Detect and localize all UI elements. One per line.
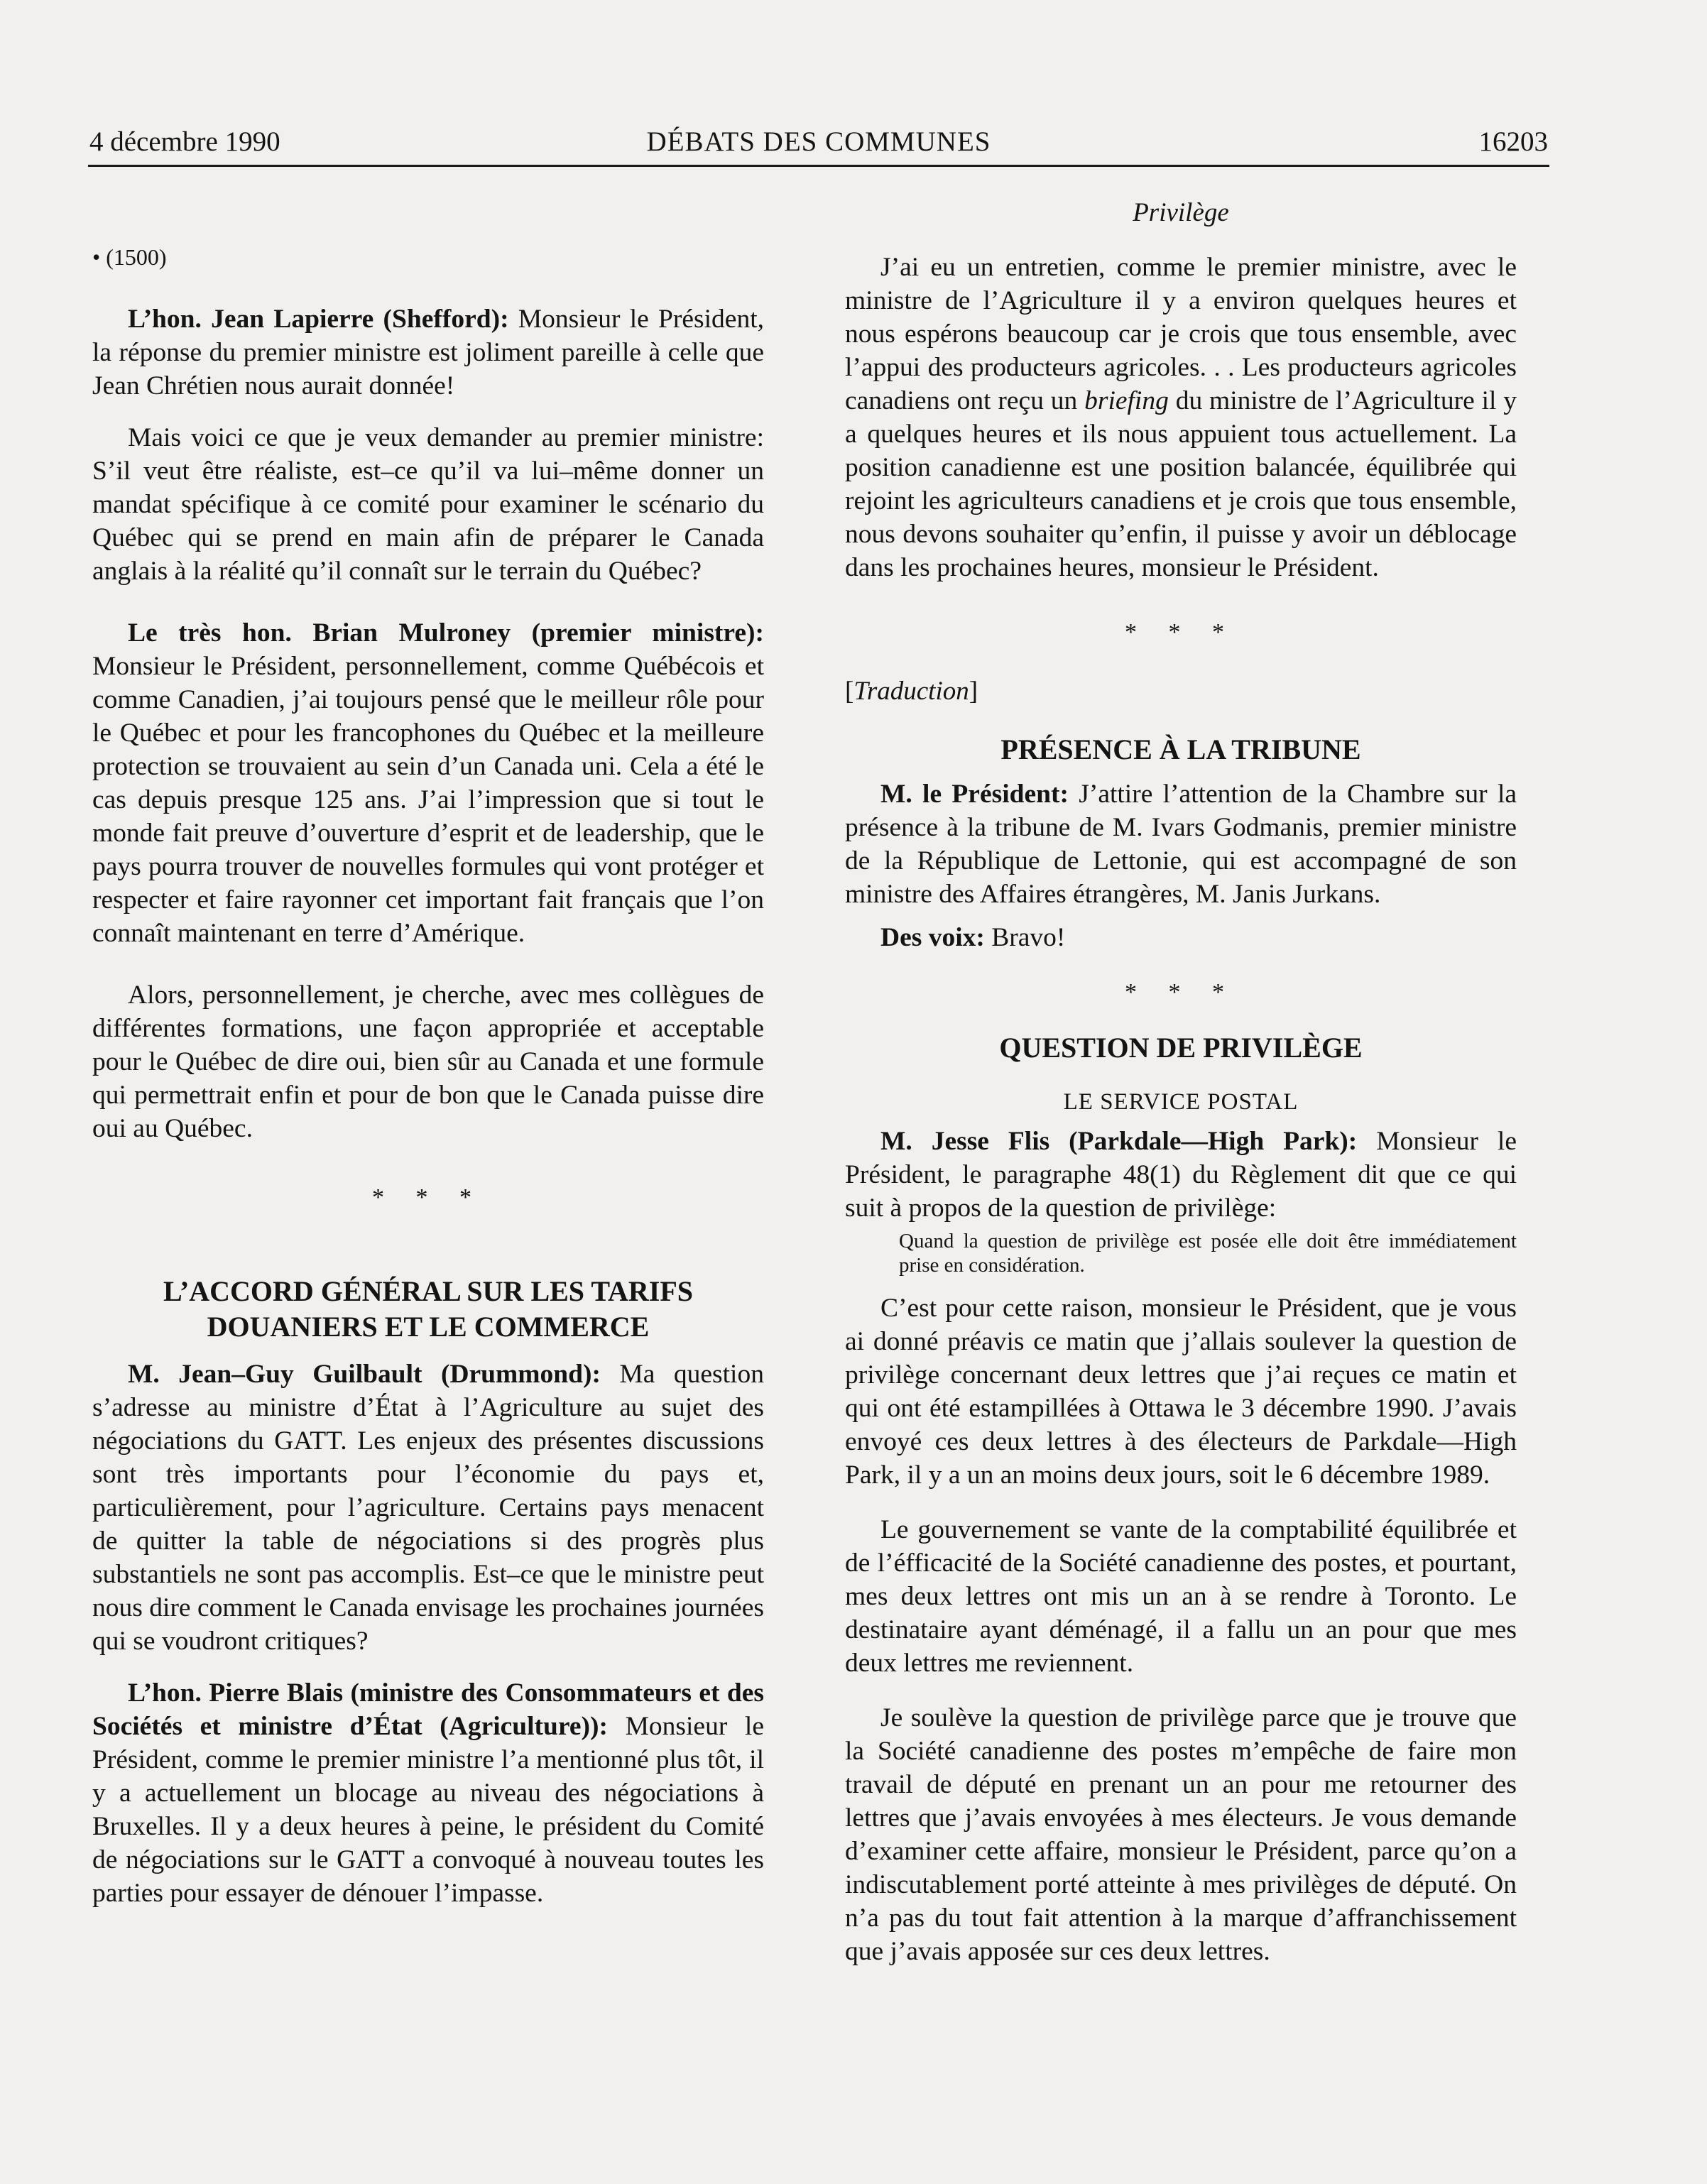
translation-word: Traduction (854, 677, 969, 706)
paragraph-text: Monsieur le Président, comme le premier ministre l’a mentionné plus tôt, il y a actuellement un blocage au niveau des négociations à Bruxelles. Il y a deux heures à peine, le président du Comité de négociations sur le GATT a convoqué à nouveau toutes les parties pour essayer de dénouer l’impasse. (92, 1712, 764, 1908)
paragraph-flis-government: Le gouvernement se vante de la comptabilité équilibrée et de l’éfficacité de la Société canadienne des postes, et pourtant, mes deux lettres ont mis un an à se rendre à Toronto. Le destinataire ayant déménagé, il a fallu un an pour que mes deux lettres me reviennent. (845, 1515, 1517, 1678)
paragraph-text: Monsieur le Président, le paragraphe 48(1) du Règlement dit que ce qui suit à propos de la question de privilège: (845, 1127, 1517, 1223)
speaker-name: Le très hon. Brian Mulroney (premier ministre): (128, 618, 764, 648)
paragraph-president (845, 777, 1517, 911)
paragraph-text: Monsieur le Président, personnellement, comme Québécois et comme Canadien, j’ai toujours pensé que le meilleur rôle pour le Québec et pour les francophones du Québec et la meilleure protection se trouvaient au sein d’un Canada uni. Cela a été le cas depuis presque 125 ans. J’ai l’impression que si tout le monde fait preuve d’ouverture d’esprit et de leadership, que le pays pourra trouver de nouvelles formules qui vont protéger et respecter et faire rayonner cet important fait français que l’on connaît maintenant en terre d’Amérique. (92, 652, 764, 948)
subheading-postal-service: LE SERVICE POSTAL (1063, 1089, 1299, 1115)
section-separator: * * * (372, 1184, 484, 1211)
paragraph-lapierre-question: Mais voici ce que je veux demander au premier ministre: S’il veut être réaliste, est–ce qu’il va lui–même donner un mandat spécifique à ce comité pour examiner le scénario du Québec qui se prend en main afin de préparer le Canada anglais à la réalité qu’il connaît sur le terrain du Québec? (92, 423, 764, 586)
paragraph-text: Ma question s’adresse au ministre d’État à l’Agriculture au sujet des négociations du GATT. Les enjeux des présentes discussions sont très importants pour l’économie du pays et, particulièrement, pour l’agriculture. Certains pays menacent de quitter la table de négociations si des progrès plus substantiels ne sont pas accomplis. Est–ce que le ministre peut nous dire comment le Canada envisage les prochaines journées qui se voudront critiques? (92, 1360, 764, 1656)
section-separator: * * * (1125, 619, 1237, 645)
header-date: 4 décembre 1990 (89, 126, 280, 157)
paragraph-blais-continued (845, 251, 1517, 584)
paragraph-lapierre (92, 302, 764, 403)
bracket-close: ] (969, 677, 978, 706)
section-heading-tribune: PRÉSENCE À LA TRIBUNE (1000, 733, 1361, 765)
paragraph-mulroney (92, 616, 764, 950)
paragraph-flis-letters: C’est pour cette raison, monsieur le Président, que je vous ai donné préavis ce matin que j’allais soulever la question de privilège concernant deux lettres que j’ai reçues ce matin et qui ont été estampillées à Ottawa le 3 décembre 1990. J’avais envoyé ces deux lettres à des électeurs de Parkdale—High Park, il y a un an moins deux jours, soit le 6 décembre 1989. (845, 1294, 1517, 1490)
section-label: Privilège (1133, 198, 1229, 227)
paragraph-text: Monsieur le Président, la réponse du premier ministre est joliment pareille à celle que Jean Chrétien nous aurait donnée! (92, 305, 764, 400)
translation-note (845, 675, 1517, 708)
speaker-name: L’hon. Pierre Blais (ministre des Consommateurs et des Sociétés et ministre d’État (Agriculture)): (92, 1678, 764, 1741)
italic-word: briefing (1084, 386, 1169, 415)
section-heading-gatt (92, 1274, 764, 1345)
section-heading-privilege: QUESTION DE PRIVILÈGE (999, 1032, 1363, 1064)
speaker-name: L’hon. Jean Lapierre (Shefford): (128, 305, 509, 334)
left-column (92, 186, 764, 1928)
paragraph-voices (845, 921, 1517, 954)
paragraph-blais (92, 1676, 764, 1910)
bracket-open: [ (845, 677, 854, 706)
section-separator: * * * (1125, 979, 1237, 1005)
paragraph-mulroney-continued: Alors, personnellement, je cherche, avec mes collègues de différentes formations, une façon appropriée et acceptable pour le Québec de dire oui, bien sûr au Canada et une formule qui permettrait enfin et pour de bon que le Canada puisse dire oui au Québec. (92, 981, 764, 1143)
paragraph-flis-privilege: Je soulève la question de privilège parce que je trouve que la Société canadienne des postes m’empêche de faire mon travail de député en prenant un an pour me retourner des lettres que j’avais envoyées à mes électeurs. Je vous demande d’examiner cette affaire, monsieur le Président, parce qu’on a indiscutablement porté atteinte à mes privilèges de député. On n’a pas du tout fait attention à la marque d’affranchissement que j’avais apposée sur ces deux lettres. (845, 1703, 1517, 1966)
paragraph-text: Bravo! (984, 923, 1066, 952)
paragraph-guilbault (92, 1358, 764, 1658)
speaker-name: M. Jesse Flis (Parkdale—High Park): (880, 1127, 1358, 1156)
time-marker: • (1500) (92, 244, 167, 270)
paragraph-text: J’ai eu un entretien, comme le premier ministre, avec le ministre de l’Agriculture il y a environ quelques heures et nous espérons beaucoup car je crois que tous ensemble, avec l’appui des producteurs agricoles. . . Les producteurs agricoles canadiens ont reçu un (845, 253, 1517, 415)
heading-line: DOUANIERS ET LE COMMERCE (207, 1311, 650, 1343)
page-header (88, 121, 1549, 167)
paragraph-flis (845, 1125, 1517, 1225)
speaker-name: M. le Président: (880, 780, 1069, 809)
header-title: DÉBATS DES COMMUNES (646, 126, 991, 157)
paragraph-text: du ministre de l’Agriculture il y a quelques heures et ils nous appuient tous actuellement. La position canadienne est une position balancée, équilibrée qui rejoint les agriculteurs canadiens et je crois que tous ensemble, nous devons souhaiter qu’enfin, il puisse y avoir un déblocage dans les prochaines heures, monsieur le Président. (845, 386, 1517, 582)
paragraph-text: J’attire l’attention de la Chambre sur la présence à la tribune de M. Ivars Godmanis, premier ministre de la République de Lettonie, qui est accompagné de son ministre des Affaires étrangères, M. Janis Jurkans. (845, 780, 1517, 909)
header-page-number: 16203 (1478, 126, 1548, 157)
heading-line: L’ACCORD GÉNÉRAL SUR LES TARIFS (163, 1275, 694, 1307)
right-column (845, 196, 1517, 1987)
speaker-name: M. Jean–Guy Guilbault (Drummond): (128, 1360, 601, 1389)
speaker-name: Des voix: (880, 923, 985, 952)
quoted-rule: Quand la question de privilège est posée elle doit être immédiatement prise en considération. (899, 1230, 1517, 1277)
